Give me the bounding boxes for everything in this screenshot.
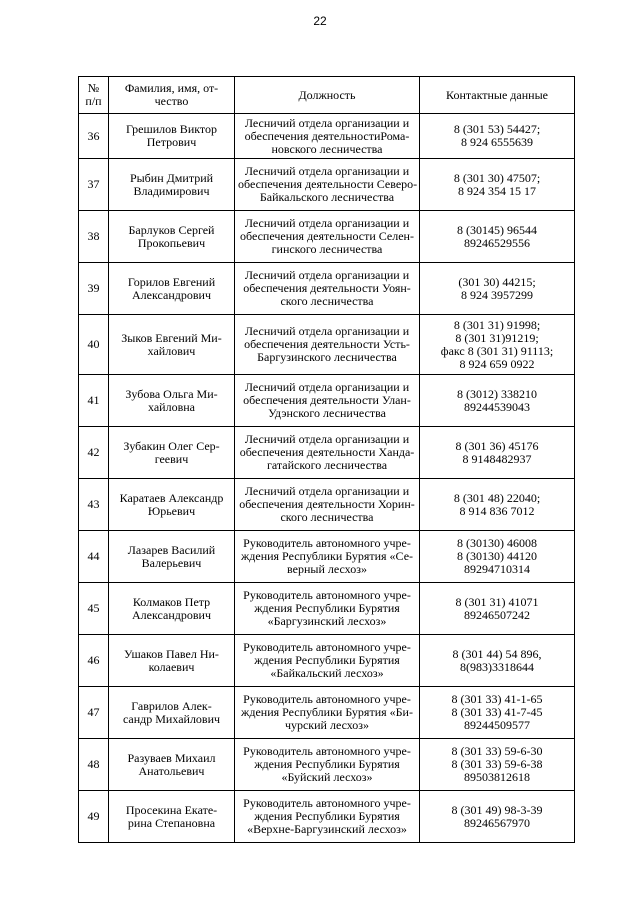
full-name bbox=[109, 791, 235, 843]
full-name-line: Зубова Ольга Ми- bbox=[125, 386, 218, 401]
position bbox=[235, 315, 420, 375]
contacts bbox=[420, 479, 575, 531]
table-row bbox=[79, 375, 575, 427]
position-line: Руководитель автономного учре- bbox=[243, 692, 411, 706]
row-number: 49 bbox=[79, 791, 109, 843]
full-name-line: Александрович bbox=[132, 287, 211, 302]
full-name-line: сандр Михайлович bbox=[122, 711, 221, 726]
contacts-line: 8 924 354 15 17 bbox=[458, 183, 536, 198]
contacts-line: 8 (301 53) 54427; bbox=[453, 122, 541, 136]
header-position-line: Должность bbox=[298, 87, 356, 102]
position-line: Лесничий отдела организации и bbox=[244, 216, 410, 230]
contacts-line: 8 924 659 0922 bbox=[459, 356, 535, 371]
full-name-line: Каратаев Александр bbox=[119, 490, 224, 505]
position-line: обеспечения деятельности Усть- bbox=[244, 337, 410, 351]
contacts-line: 89246567970 bbox=[464, 815, 530, 830]
header-position bbox=[235, 77, 420, 114]
contacts bbox=[420, 159, 575, 211]
header-name bbox=[109, 77, 235, 114]
position-line: ждения Республики Бурятия bbox=[254, 653, 400, 667]
row-number: 46 bbox=[79, 635, 109, 687]
contacts bbox=[420, 263, 575, 315]
contacts-line: 8 (301 33) 59-6-30 bbox=[451, 744, 543, 758]
position-line: Лесничий отдела организации и bbox=[244, 115, 410, 130]
position-line: ждения Республики Бурятия «Се- bbox=[240, 549, 414, 563]
contacts-line: 8 914 836 7012 bbox=[459, 503, 535, 518]
contacts-line: 8 (30145) 96544 bbox=[457, 222, 537, 237]
position bbox=[235, 159, 420, 211]
position-line: Баргузинского лесничества bbox=[257, 350, 397, 364]
full-name-line: Юрьевич bbox=[147, 503, 196, 518]
contacts-line: 8 (301 31)91219; bbox=[455, 330, 539, 345]
position-line: Руководитель автономного учре- bbox=[243, 536, 411, 550]
position-line: «Баргузинский лесхоз» bbox=[267, 614, 387, 628]
contacts-line: 8 9148482937 bbox=[462, 451, 532, 466]
contacts-line: 8 (301 31) 41071 bbox=[455, 594, 539, 609]
contacts-line: 8 (301 48) 22040; bbox=[453, 490, 541, 505]
contacts-line: 8 924 6555639 bbox=[461, 135, 533, 149]
full-name bbox=[109, 159, 235, 211]
position-line: ского лесничества bbox=[280, 510, 374, 524]
contacts bbox=[420, 739, 575, 791]
row-number: 45 bbox=[79, 583, 109, 635]
contacts-line: 89503812618 bbox=[464, 770, 530, 784]
header-num-line: п/п bbox=[85, 94, 102, 108]
position bbox=[235, 583, 420, 635]
position-line: Лесничий отдела организации и bbox=[244, 268, 410, 282]
full-name-line: Зубакин Олег Сер- bbox=[123, 438, 220, 453]
contacts-line: 8 (3012) 338210 bbox=[457, 386, 537, 401]
full-name-line: Разуваев Михаил bbox=[127, 750, 216, 765]
full-name-line: Рыбин Дмитрий bbox=[129, 170, 214, 185]
contacts-line: 8 (30130) 46008 bbox=[457, 536, 537, 550]
position-line: обеспечения деятельности Селен- bbox=[240, 229, 414, 243]
position bbox=[235, 479, 420, 531]
position-line: Лесничий отдела организации и bbox=[244, 380, 410, 394]
position bbox=[235, 263, 420, 315]
header-contacts-line: Контактные данные bbox=[446, 87, 548, 102]
position-line: Руководитель автономного учре- bbox=[243, 744, 411, 758]
contacts bbox=[420, 583, 575, 635]
position-line: гатайского лесничества bbox=[266, 458, 388, 472]
position-line: гинского лесничества bbox=[271, 242, 383, 256]
position-line: верный лесхоз» bbox=[287, 562, 367, 576]
full-name bbox=[109, 635, 235, 687]
position-line: Лесничий отдела организации и bbox=[244, 164, 410, 178]
position-line: обеспечения деятельности Уоян- bbox=[243, 281, 411, 295]
full-name bbox=[109, 375, 235, 427]
table-row bbox=[79, 427, 575, 479]
contacts-line: 8 (301 31) 91998; bbox=[453, 317, 541, 332]
full-name-line: геевич bbox=[154, 451, 189, 466]
header-name-line: Фамилия, имя, от- bbox=[124, 81, 219, 95]
contacts bbox=[420, 375, 575, 427]
position-line: ждения Республики Бурятия bbox=[254, 757, 400, 771]
full-name bbox=[109, 739, 235, 791]
contacts-table bbox=[78, 76, 575, 843]
row-number: 42 bbox=[79, 427, 109, 479]
full-name-line: Владимирович bbox=[133, 183, 210, 198]
position-line: «Верхне-Баргузинский лесхоз» bbox=[247, 822, 407, 836]
position-line: обеспечения деятельности Северо- bbox=[238, 177, 418, 191]
table-row bbox=[79, 687, 575, 739]
position bbox=[235, 687, 420, 739]
contacts-line: факс 8 (301 31) 91113; bbox=[440, 343, 554, 358]
position-line: обеспечения деятельности Улан- bbox=[243, 393, 411, 407]
full-name bbox=[109, 583, 235, 635]
table-header-row bbox=[79, 77, 575, 114]
full-name bbox=[109, 114, 235, 159]
row-number: 47 bbox=[79, 687, 109, 739]
table-row bbox=[79, 531, 575, 583]
row-number: 44 bbox=[79, 531, 109, 583]
contacts-line: 89244509577 bbox=[464, 718, 530, 732]
full-name-line: хайлович bbox=[147, 343, 196, 358]
full-name-line: Ушаков Павел Ни- bbox=[124, 646, 219, 661]
table-row bbox=[79, 583, 575, 635]
position-line: ского лесничества bbox=[280, 294, 374, 308]
table-row bbox=[79, 159, 575, 211]
table-row bbox=[79, 114, 575, 159]
position-line: ждения Республики Бурятия «Би- bbox=[241, 705, 413, 719]
table-row bbox=[79, 211, 575, 263]
position-line: Лесничий отдела организации и bbox=[244, 432, 410, 446]
position bbox=[235, 211, 420, 263]
full-name-line: Александрович bbox=[132, 607, 211, 622]
contacts-line: 8 (30130) 44120 bbox=[457, 549, 537, 563]
header-contacts bbox=[420, 77, 575, 114]
contacts bbox=[420, 531, 575, 583]
full-name-line: Петрович bbox=[146, 135, 197, 149]
position bbox=[235, 427, 420, 479]
position-line: Лесничий отдела организации и bbox=[244, 484, 410, 498]
full-name-line: рина Степановна bbox=[127, 815, 216, 830]
page-number: 22 bbox=[313, 14, 327, 28]
position bbox=[235, 635, 420, 687]
contacts bbox=[420, 427, 575, 479]
full-name bbox=[109, 531, 235, 583]
position-line: обеспечения деятельностиРома- bbox=[244, 128, 410, 143]
position-line: «Буйский лесхоз» bbox=[281, 770, 373, 784]
contacts-line: 8 (301 44) 54 896, bbox=[452, 646, 542, 661]
position bbox=[235, 531, 420, 583]
contacts bbox=[420, 687, 575, 739]
full-name-line: Анатольевич bbox=[138, 763, 205, 778]
contacts bbox=[420, 315, 575, 375]
position-line: Удэнского лесничества bbox=[268, 406, 386, 420]
contacts-line: (301 30) 44215; bbox=[458, 274, 536, 289]
full-name-line: Просекина Екате- bbox=[125, 802, 218, 817]
position bbox=[235, 375, 420, 427]
full-name-line: Прокопьевич bbox=[137, 235, 206, 250]
position-line: Руководитель автономного учре- bbox=[243, 588, 411, 602]
contacts bbox=[420, 114, 575, 159]
position-line: ждения Республики Бурятия bbox=[254, 809, 400, 823]
contacts-line: 89244539043 bbox=[464, 399, 530, 414]
position-line: Лесничий отдела организации и bbox=[244, 324, 410, 338]
full-name-line: Барлуков Сергей bbox=[128, 222, 215, 237]
full-name-line: Горилов Евгений bbox=[127, 274, 216, 289]
header-num bbox=[79, 77, 109, 114]
position-line: новского лесничества bbox=[271, 141, 383, 156]
table-row bbox=[79, 739, 575, 791]
full-name-line: Валерьевич bbox=[141, 555, 202, 570]
position-line: обеспечения деятельности Ханда- bbox=[239, 445, 415, 459]
full-name-line: хайловна bbox=[148, 399, 195, 414]
contacts-line: 8 (301 33) 41-1-65 bbox=[451, 692, 543, 706]
position-line: «Байкальский лесхоз» bbox=[270, 666, 384, 680]
full-name bbox=[109, 479, 235, 531]
full-name bbox=[109, 427, 235, 479]
full-name-line: Лазарев Василий bbox=[127, 542, 216, 557]
position-line: Руководитель автономного учре- bbox=[243, 640, 411, 654]
position-line: обеспечения деятельности Хорин- bbox=[239, 497, 415, 511]
header-name-line: чество bbox=[154, 94, 189, 108]
contacts-line: 8 924 3957299 bbox=[461, 287, 533, 302]
row-number: 39 bbox=[79, 263, 109, 315]
row-number: 38 bbox=[79, 211, 109, 263]
row-number: 43 bbox=[79, 479, 109, 531]
position-line: Руководитель автономного учре- bbox=[243, 796, 411, 810]
full-name-line: Грешилов Виктор bbox=[125, 122, 217, 136]
row-number: 36 bbox=[79, 114, 109, 159]
contacts-line: 89294710314 bbox=[464, 562, 530, 576]
contacts-line: 89246529556 bbox=[464, 235, 530, 250]
full-name-line: Гаврилов Алек- bbox=[131, 698, 212, 713]
position-line: Байкальского лесничества bbox=[259, 190, 395, 204]
table-row bbox=[79, 635, 575, 687]
contacts bbox=[420, 635, 575, 687]
contacts-line: 8 (301 30) 47507; bbox=[453, 170, 541, 185]
contacts-line: 8 (301 33) 41-7-45 bbox=[451, 705, 543, 719]
contacts bbox=[420, 211, 575, 263]
position bbox=[235, 791, 420, 843]
full-name bbox=[109, 687, 235, 739]
row-number: 48 bbox=[79, 739, 109, 791]
table-row bbox=[79, 263, 575, 315]
contacts bbox=[420, 791, 575, 843]
full-name bbox=[109, 211, 235, 263]
row-number: 40 bbox=[79, 315, 109, 375]
contacts-line: 8 (301 33) 59-6-38 bbox=[451, 757, 543, 771]
position-line: ждения Республики Бурятия bbox=[254, 601, 400, 615]
header-num-line: № bbox=[87, 81, 100, 95]
table-row bbox=[79, 791, 575, 843]
row-number: 41 bbox=[79, 375, 109, 427]
contacts-line: 89246507242 bbox=[464, 607, 530, 622]
table-row bbox=[79, 315, 575, 375]
full-name-line: Колмаков Петр bbox=[132, 594, 211, 609]
full-name bbox=[109, 263, 235, 315]
full-name bbox=[109, 315, 235, 375]
full-name-line: Зыков Евгений Ми- bbox=[121, 330, 222, 345]
contacts-line: 8 (301 36) 45176 bbox=[455, 438, 539, 453]
table-row bbox=[79, 479, 575, 531]
row-number: 37 bbox=[79, 159, 109, 211]
full-name-line: колаевич bbox=[148, 659, 195, 674]
position-line: чурский лесхоз» bbox=[284, 718, 370, 732]
contacts-line: 8 (301 49) 98-3-39 bbox=[451, 802, 543, 817]
position bbox=[235, 739, 420, 791]
contacts-line: 8(983)3318644 bbox=[460, 659, 534, 674]
position bbox=[235, 114, 420, 159]
